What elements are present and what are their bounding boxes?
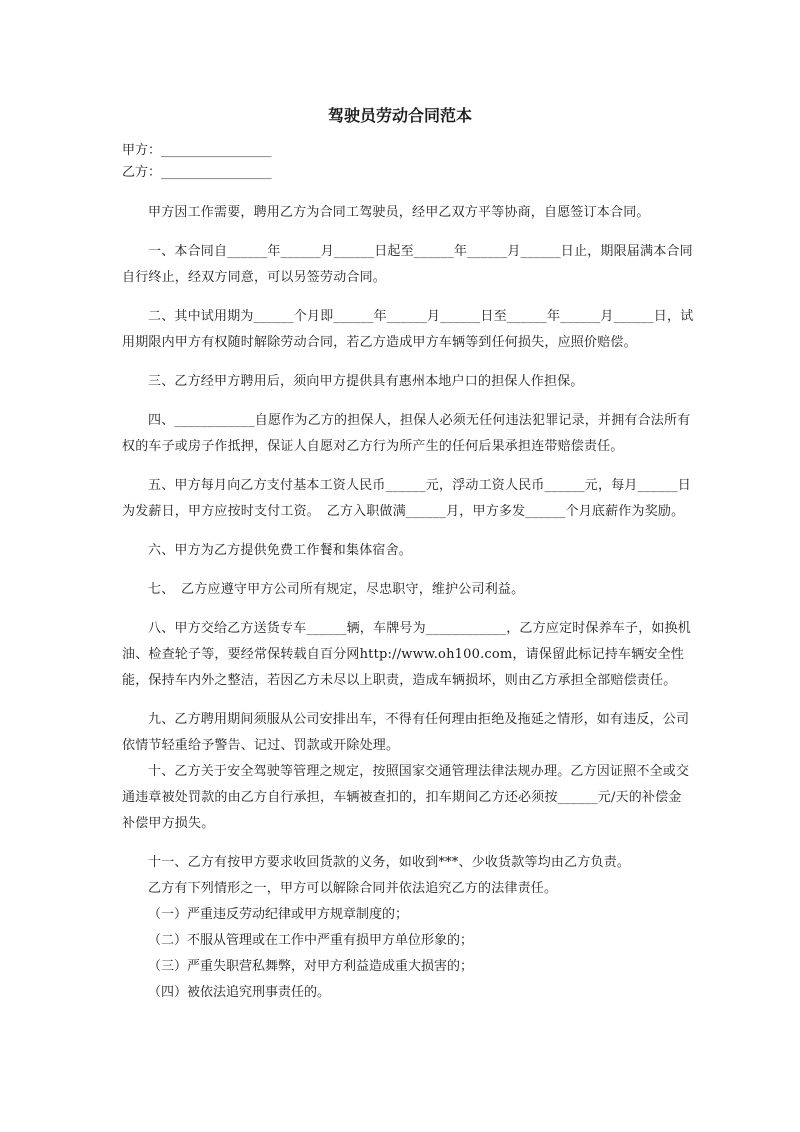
termination-item-2: （二）不服从管理或在工作中严重有损甲方单位形象的；	[148, 933, 474, 948]
clause-6: 六、甲方为乙方提供免费工作餐和集体宿舍。	[148, 543, 413, 558]
contract-body	[122, 200, 694, 1006]
clause-10: 十、乙方关于安全驾驶等管理之规定，按照国家交通管理法律法规办理。乙方因证照不全或交通违章被处罚款的由乙方自行承担，车辆被查扣的，扣车期间乙方还必须按______元/天的补偿金补偿甲方损失。	[122, 764, 690, 831]
clause-8: 八、甲方交给乙方送货专车______辆，车牌号为____________，乙方应定时保养车子，如换机油、检查轮子等，要经常保转载自百分网http://www.oh100.com，请保留此标记持车辆安全性能，保持车内外之整洁，若因乙方未尽以上职责，造成车辆损坏，则由乙方承担全部赔偿责任。	[122, 621, 692, 688]
termination-item-1: （一）严重违反劳动纪律或甲方规章制度的；	[148, 907, 409, 922]
document-title: 驾驶员劳动合同范本	[327, 106, 472, 125]
clause-5: 五、甲方每月向乙方支付基本工资人民币______元，浮动工资人民币______元，每月______日为发薪日，甲方应按时支付工资。 乙方入职做满______月，甲方多发______个月底薪作为奖励。	[122, 478, 692, 519]
clause-9: 九、乙方聘用期间须服从公司安排出车，不得有任何理由拒绝及拖延之情形，如有违反，公司依情节轻重给予警告、记过、罚款或开除处理。	[122, 712, 690, 753]
clause-11: 十一、乙方有按甲方要求收回货款的义务，如收到***、少收货款等均由乙方负责。	[148, 855, 631, 870]
clause-1: 一、本合同自______年______月______日起至______年______月______日止，期限届满本合同自行终止，经双方同意，可以另签劳动合同。	[122, 244, 693, 285]
clause-3: 三、乙方经甲方聘用后，须向甲方提供具有惠州本地户口的担保人作担保。	[148, 374, 584, 389]
clause-2: 二、其中试用期为______个月即______年______月______日至______年______月______日，试用期限内甲方有权随时解除劳动合同，若乙方造成甲方车辆等到任何损失，应照价赔偿。	[122, 309, 694, 350]
party-a-line: 甲方：_________________	[122, 143, 272, 158]
intro-paragraph: 甲方因工作需要，聘用乙方为合同工驾驶员，经甲乙双方平等协商，自愿签订本合同。	[148, 205, 650, 220]
clause-7: 七、 乙方应遵守甲方公司所有规定，尽忠职守，维护公司利益。	[148, 582, 525, 597]
party-b-line: 乙方：_________________	[122, 165, 272, 180]
clause-4: 四、____________自愿作为乙方的担保人，担保人必须无任何违法犯罪记录，并拥有合法所有权的车子或房子作抵押，保证人自愿对乙方行为所产生的任何后果承担连带赔偿责任。	[122, 413, 691, 454]
termination-intro: 乙方有下列情形之一，甲方可以解除合同并依法追究乙方的法律责任。	[148, 881, 558, 896]
termination-item-3: （三）严重失职营私舞弊，对甲方利益造成重大损害的；	[148, 959, 474, 974]
termination-item-4: （四）被依法追究刑事责任的。	[148, 985, 331, 1000]
